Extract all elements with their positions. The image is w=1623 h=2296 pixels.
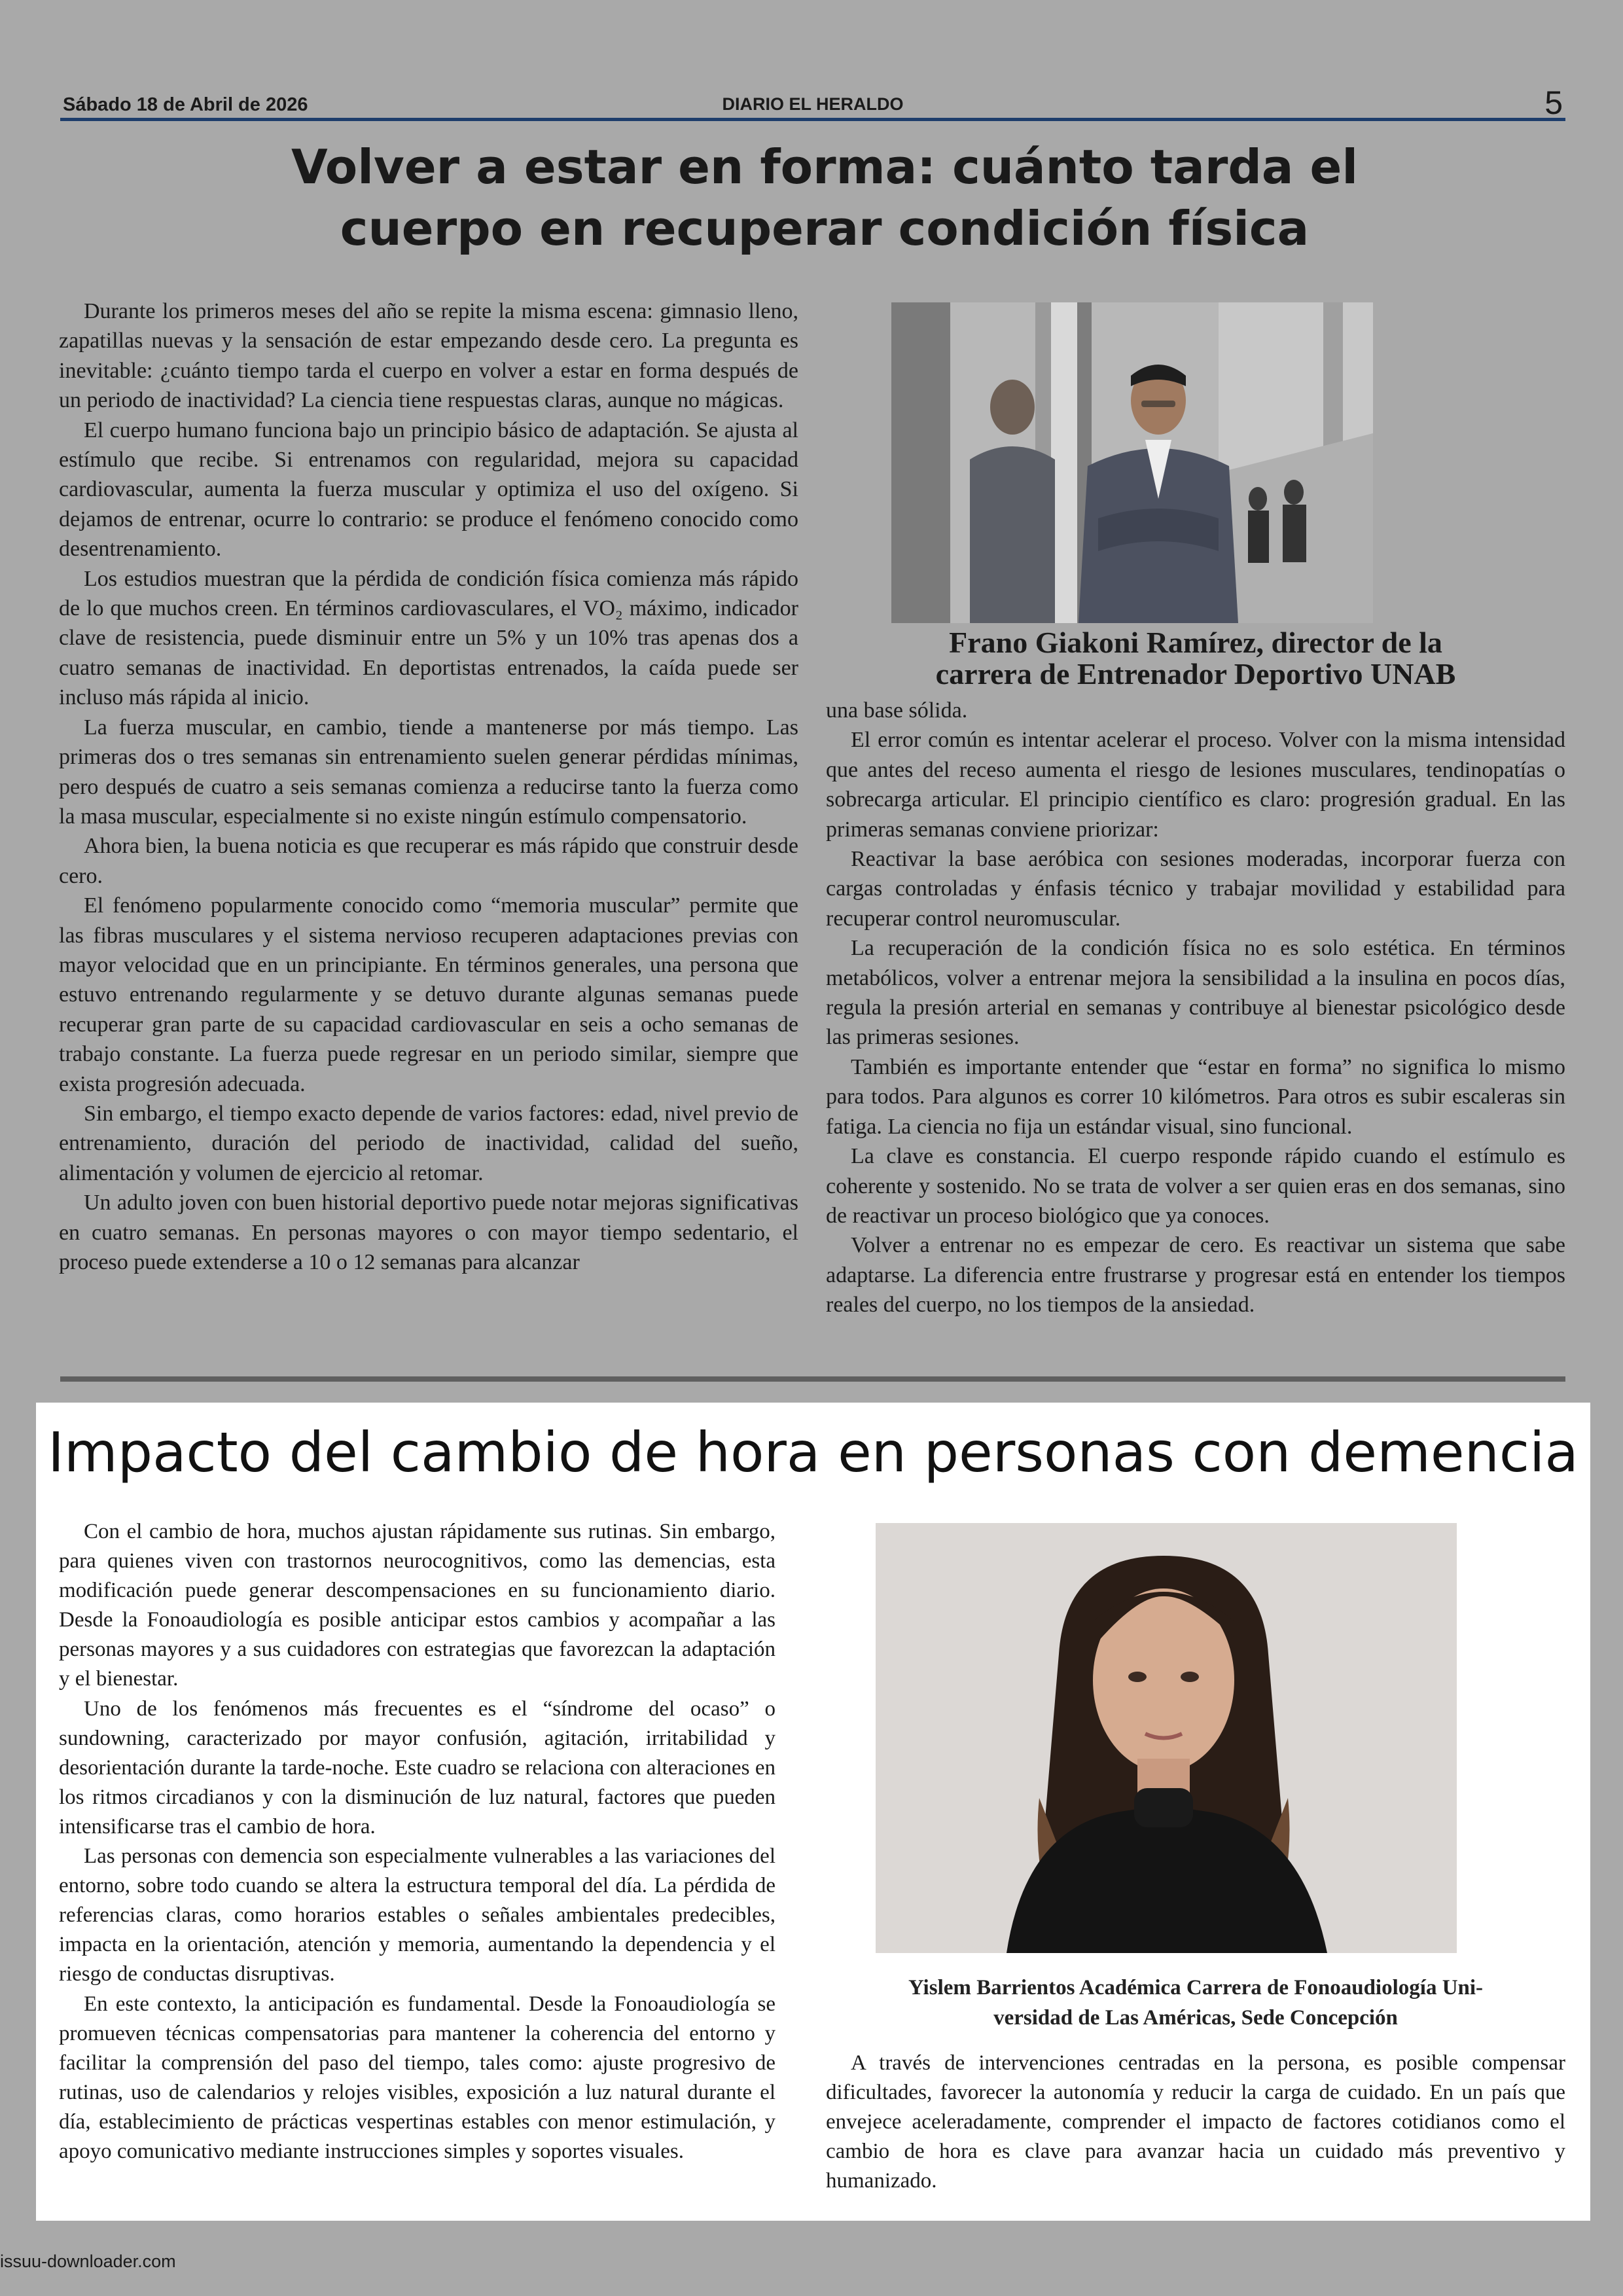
- article1-paragraph: El error común es intentar acelerar el proceso. Volver con la misma intensidad que antes del receso aumenta el riesgo de lesiones musculares, tendinopatías o sobrecarga articular. El principio científico es claro: progresión gradual. En las primeras semanas conviene priorizar:: [826, 728, 1565, 842]
- article2-headline: Impacto del cambio de hora en personas con demencia: [48, 1420, 1578, 1484]
- article1-paragraph: También es importante entender que “estar en forma” no significa lo mismo para todos. Para algunos es correr 10 kilómetros. Para otros es subir escaleras sin fatiga. La ciencia no fija un estándar visual, sino funcional.: [826, 1054, 1565, 1139]
- article1-headline: [98, 136, 1551, 259]
- article2-photo-caption: [826, 1973, 1565, 2033]
- article1-photo-caption: [826, 627, 1565, 690]
- watermark-text: issuu-downloader.com: [0, 2251, 176, 2271]
- article1-paragraph: Un adulto joven con buen historial deportivo puede notar mejoras significativas en cuatro semanas. En personas mayores o con mayor tiempo sedentario, el proceso puede extenderse a 10 o 12 semanas para alcanzar: [59, 1191, 798, 1274]
- article1-paragraph: Durante los primeros meses del año se repite la misma escena: gimnasio lleno, zapatillas nuevas y la sensación de estar empezando desde cero. La pregunta es inevitable: ¿cuánto tiempo tarda el cuerpo en volver a estar en forma después de un periodo de inactividad? La ciencia tiene respuestas claras, aunque no mágicas.: [59, 299, 798, 413]
- caption-line: Frano Giakoni Ramírez, director de la: [949, 626, 1442, 659]
- article1-paragraph: Ahora bien, la buena noticia es que recuperar es más rápido que construir desde cero.: [59, 834, 798, 888]
- newspaper-name: DIARIO EL HERALDO: [722, 94, 904, 114]
- article1-paragraph: La recuperación de la condición física no es solo estética. En términos metabólicos, volver a entrenar mejora la sensibilidad a la insulina en pocos días, regula la presión arterial en semanas y contribuye al bienestar psicológico desde las primeras sesiones.: [826, 936, 1565, 1050]
- article1-right-column: [826, 696, 1565, 1350]
- article1-headline-line2: cuerpo en recuperar condición física: [340, 201, 1310, 256]
- article2-photo: [876, 1523, 1457, 1953]
- page-header: [60, 84, 1565, 121]
- article2-left-column: [59, 1517, 776, 2204]
- article2-paragraph: Con el cambio de hora, muchos ajustan rápidamente sus rutinas. Sin embargo, para quienes viven con trastornos neurocognitivos, como las demencias, esta modificación puede generar descompensaciones en su funcionamiento diario. Desde la Fonoaudiología es posible anticipar estos cambios y acompañar a las personas mayores y a sus cuidadores con estrategias que favorezcan la adaptación y el bienestar.: [59, 1520, 776, 1691]
- portrait-woman-photo: [876, 1523, 1457, 1953]
- article1-paragraph: Los estudios muestran que la pérdida de condición física comienza más rápido de lo que muchos creen. En términos cardiovasculares, el VO₂ máximo, indicador clave de resistencia, puede disminuir entre un 5% y un 10% tras apenas dos a cuatro semanas de inactividad. En deportistas entrenados, la caída puede ser incluso más rápida al inicio.: [59, 566, 798, 710]
- article1-headline-line1: Volver a estar en forma: cuánto tarda el: [291, 139, 1359, 194]
- article1-paragraph: El cuerpo humano funciona bajo un principio básico de adaptación. Se ajusta al estímulo que recibe. Si entrenamos con regularidad, mejora su capacidad cardiovascular, aumenta la fuerza muscular y optimiza el uso del oxígeno. Si dejamos de entrenar, ocurre lo contrario: se produce el fenómeno conocido como desentrenamiento.: [59, 418, 798, 562]
- article1-paragraph: El fenómeno popularmente conocido como “memoria muscular” permite que las fibras musculares y el sistema nervioso recuperen adaptaciones previas con mayor velocidad que en un principiante. En términos generales, una persona que estuvo entrenando regularmente y se detuvo durante algunas semanas puede recuperar gran parte de su capacidad cardiovascular en seis a ocho semanas de trabajo constante. La fuerza puede regresar en un periodo similar, siempre que exista progresión adecuada.: [59, 893, 798, 1096]
- article1-paragraph: Volver a entrenar no es empezar de cero. Es reactivar un sistema que sabe adaptarse. La diferencia entre frustrarse y progresar está en entender los tiempos reales del cuerpo, no los tiempos de la ansiedad.: [826, 1233, 1565, 1318]
- section-divider: [60, 1376, 1565, 1382]
- article2-paragraph: A través de intervenciones centradas en la persona, es posible compensar dificultades, favorecer la autonomía y reducir la carga de cuidado. En un país que envejece aceleradamente, comprender el impacto de factores cotidianos como el cambio de hora es clave para avanzar hacia un cuidado más preventivo y humanizado.: [826, 2051, 1565, 2193]
- portrait-man-photo: [891, 302, 1373, 623]
- article2-paragraph: En este contexto, la anticipación es fundamental. Desde la Fonoaudiología se promueven técnicas compensatorias para mantener la coherencia del entorno y facilitar la comprensión del paso del tiempo, tales como: ajuste progresivo de rutinas, uso de calendarios y relojes visibles, exposición a luz natural durante el día, establecimiento de prácticas vespertinas estables con menor estimulación, y apoyo comunicativo mediante instrucciones simples y soportes visuales.: [59, 1992, 776, 2163]
- article1-paragraph: La clave es constancia. El cuerpo responde rápido cuando el estímulo es coherente y sostenido. No se trata de volver a ser quien eras en dos semanas, sino de reactivar un proceso biológico que ya conoces.: [826, 1144, 1565, 1228]
- article1-paragraph: una base sólida.: [826, 698, 968, 723]
- article1-paragraph: Sin embargo, el tiempo exacto depende de varios factores: edad, nivel previo de entrenamiento, duración del periodo de inactividad, calidad del sueño, alimentación y volumen de ejercicio al retomar.: [59, 1101, 798, 1185]
- article1-photo: [891, 302, 1373, 623]
- caption-line: Yislem Barrientos Académica Carrera de Fonoaudiología Uni-: [908, 1976, 1484, 2000]
- article1-left-column: [59, 296, 798, 1342]
- page-number: 5: [1544, 84, 1563, 121]
- article2-paragraph: Uno de los fenómenos más frecuentes es el “síndrome del ocaso” o sundowning, caracterizado por mayor confusión, agitación, irritabilidad y desorientación durante la tarde-noche. Este cuadro se relaciona con alteraciones en los ritmos circadianos y con la disminución de luz natural, factores que pueden intensificarse tras el cambio de hora.: [59, 1696, 776, 1839]
- issue-date: Sábado 18 de Abril de 2026: [63, 94, 308, 115]
- caption-line: versidad de Las Américas, Sede Concepción: [993, 2006, 1398, 2030]
- article2-paragraph: Las personas con demencia son especialmente vulnerables a las variaciones del entorno, sobre todo cuando se altera la estructura temporal del día. La pérdida de referencias claras, como horarios estables o señales ambientales predecibles, impacta en la orientación, atención y memoria, aumentando la dependencia y el riesgo de conductas disruptivas.: [59, 1844, 776, 1986]
- article1-paragraph: Reactivar la base aeróbica con sesiones moderadas, incorporar fuerza con cargas controladas y énfasis técnico y trabajar movilidad y estabilidad para recuperar control neuromuscular.: [826, 847, 1565, 931]
- article2-right-column: [826, 2049, 1565, 2206]
- article1-paragraph: La fuerza muscular, en cambio, tiende a mantenerse por más tiempo. Las primeras dos o tres semanas sin entrenamiento suelen generar pérdidas mínimas, pero después de cuatro a seis semanas comienza a reducirse tanto la fuerza como la masa muscular, especialmente si no existe ningún estímulo compensatorio.: [59, 715, 798, 829]
- caption-line: carrera de Entrenador Deportivo UNAB: [935, 657, 1456, 691]
